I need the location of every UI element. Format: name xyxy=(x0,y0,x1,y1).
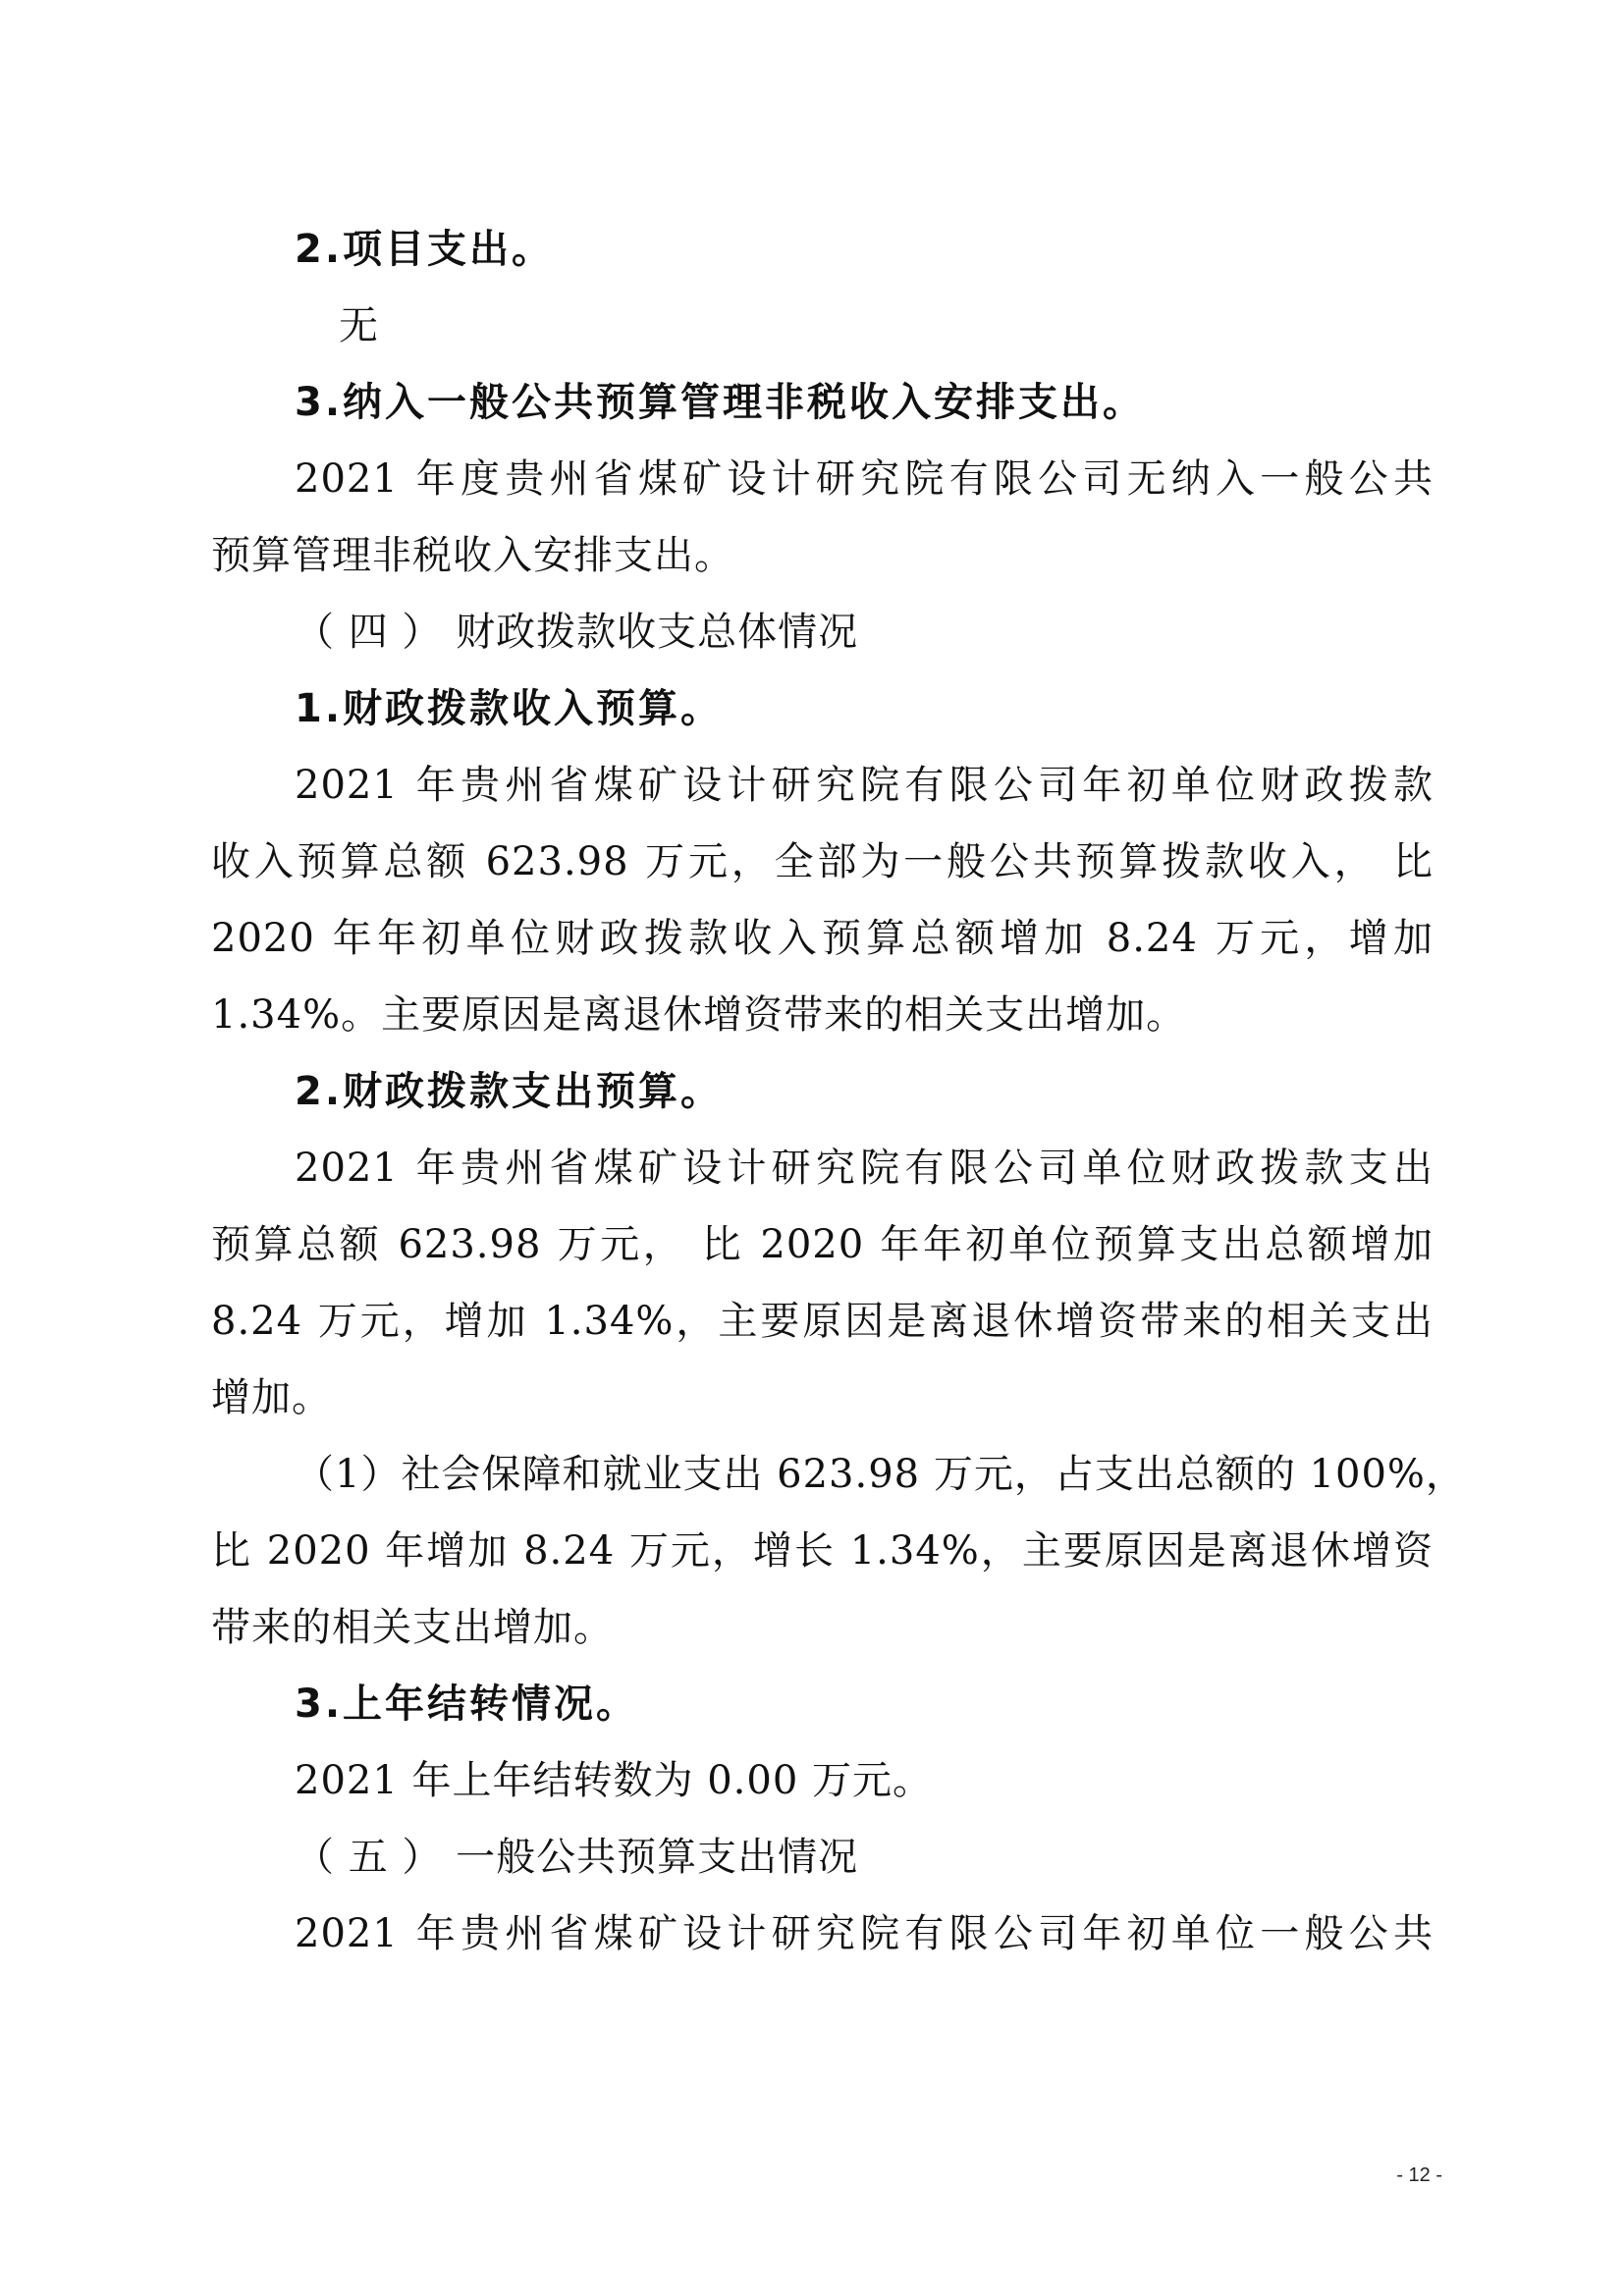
paragraph-line: 2020 年年初单位财政拨款收入预算总额增加 8.24 万元，增加 xyxy=(211,916,1434,961)
paragraph-line: 2021 年贵州省煤矿设计研究院有限公司单位财政拨款支出 xyxy=(295,1146,1434,1191)
paragraph-line: 8.24 万元，增加 1.34%，主要原因是离退休增资带来的相关支出 xyxy=(211,1299,1434,1344)
paragraph-line: 2021 年度贵州省煤矿设计研究院有限公司无纳入一般公共 xyxy=(295,456,1434,502)
paragraph-line: 预算管理非税收入安排支出。 xyxy=(211,533,734,578)
heading-revenue-budget: 1.财政拨款收入预算。 xyxy=(295,686,724,731)
paragraph-line: 2021 年贵州省煤矿设计研究院有限公司年初单位财政拨款 xyxy=(295,763,1434,808)
paragraph-line: 2021 年贵州省煤矿设计研究院有限公司年初单位一般公共 xyxy=(295,1911,1434,1956)
paragraph-line: 2021 年上年结转数为 0.00 万元。 xyxy=(295,1758,934,1803)
paragraph-line: 增加。 xyxy=(211,1375,332,1420)
heading-project-expenditure: 2.项目支出。 xyxy=(295,227,555,272)
paragraph-line: 预算总额 623.98 万元， 比 2020 年年初单位预算支出总额增加 xyxy=(211,1222,1434,1267)
heading-expenditure-budget: 2.财政拨款支出预算。 xyxy=(295,1069,724,1114)
paragraph-line: 1.34%。主要原因是离退休增资带来的相关支出增加。 xyxy=(211,992,1187,1038)
paragraph-line: 收入预算总额 623.98 万元，全部为一般公共预算拨款收入， 比 xyxy=(211,839,1434,884)
section-heading-four: （ 四 ） 财政拨款收支总体情况 xyxy=(295,610,859,655)
paragraph-none: 无 xyxy=(339,303,379,348)
heading-carryover: 3.上年结转情况。 xyxy=(295,1682,639,1727)
paragraph-line: 比 2020 年增加 8.24 万元，增长 1.34%，主要原因是离退休增资 xyxy=(211,1528,1434,1574)
section-heading-five: （ 五 ） 一般公共预算支出情况 xyxy=(295,1835,859,1880)
heading-non-tax-expenditure: 3.纳入一般公共预算管理非税收入安排支出。 xyxy=(295,380,1146,425)
paragraph-line: （1）社会保障和就业支出 623.98 万元，占支出总额的 100%， xyxy=(295,1452,1466,1497)
page-number: - 12 - xyxy=(1396,2164,1442,2186)
paragraph-line: 带来的相关支出增加。 xyxy=(211,1605,614,1650)
